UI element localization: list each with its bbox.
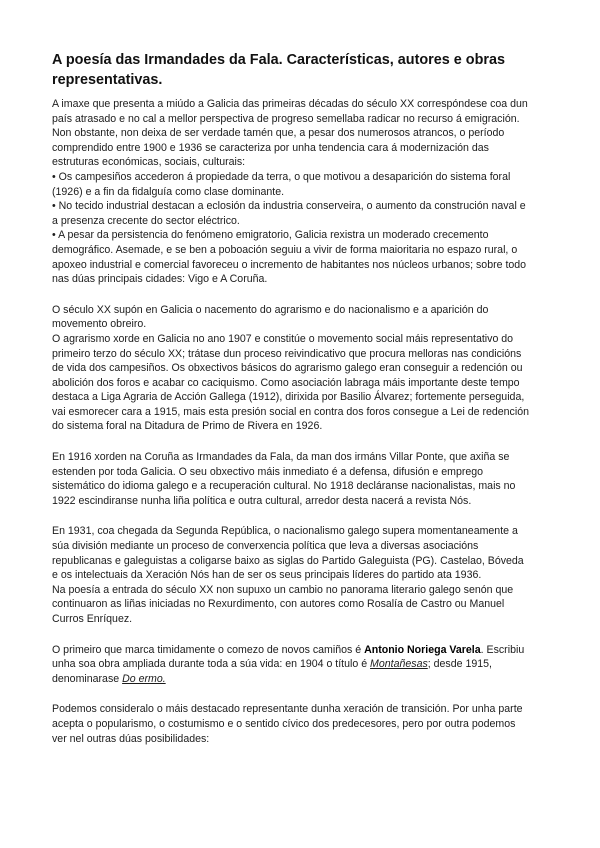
- bullet-line: • Os campesiños accederon á propiedade da terra, o que motivou a desaparición do sistema foral: [52, 170, 511, 183]
- text-line: demográfico. Asemade, e se ben a poboación seguiu a vivir de forma maioritaria no espazo rural, o: [52, 243, 518, 256]
- text-line: destaca a Liga Agraria de Acción Gallega (1912), dirixida por Basilio Álvarez; fortemente perseguida,: [52, 391, 525, 404]
- author-name: Antonio Noriega Varela: [364, 643, 481, 656]
- text-line: ver nel outras dúas posibilidades:: [52, 732, 210, 745]
- page-title: [52, 50, 552, 90]
- text-line: O século XX supón en Galicia o nacemento do agrarismo e do nacionalismo e a aparición do: [52, 303, 489, 316]
- text-line: Non obstante, non deixa de ser verdade tamén que, a pesar dos numerosos atrancos, o período: [52, 127, 505, 140]
- work-title-link-do-ermo[interactable]: Do ermo.: [122, 672, 166, 685]
- text-line: súa división mediante un proceso de converxencia política que leva a diversas asociacións: [52, 540, 479, 553]
- text-line: comprendido entre 1900 e 1936 se caracteriza por unha tendencia cara á modernización das: [52, 141, 489, 154]
- document-body: [52, 97, 557, 762]
- work-title-link-montanesas[interactable]: Montañesas: [370, 658, 428, 671]
- text-line: abolición dos foros e acabar co caciquismo. Como asociación labraga máis importante deste tempo: [52, 376, 520, 389]
- paragraph-transicion: [52, 702, 557, 746]
- text-line: e os intelectuais da Xeración Nós han de ser os seus principais líderes do partido ata 1936.: [52, 569, 482, 582]
- paragraph-intro: [52, 97, 557, 287]
- text-line: A imaxe que presenta a miúdo a Galicia das primeiras décadas do século XX correspóndese coa dun: [52, 98, 528, 110]
- text-line: acepta o popularismo, o costumismo e o sentido cívico dos predecesores, pero por outra podemos: [52, 717, 516, 730]
- text-segment: denominarase: [52, 672, 123, 685]
- text-segment: . Escribiu: [480, 643, 525, 656]
- title-line: representativas.: [52, 72, 163, 88]
- text-line: Podemos consideralo o máis destacado representante dunha xeración de transición. Por unha parte: [52, 703, 523, 716]
- text-line: de vida dos campesiños. Os obxectivos básicos do agrarismo galego eran conseguir a redención ou: [52, 362, 523, 375]
- paragraph-irmandades: [52, 450, 557, 508]
- text-line: sistemático do idioma galego e a recuperación cultural. No 1918 decláranse nacionalistas, mais no: [52, 480, 516, 493]
- text-line: En 1916 xorden na Coruña as Irmandades da Fala, da man dos irmáns Villar Ponte, que axiña se: [52, 451, 510, 464]
- text-line: país atrasado e no cal a mellor perspectiva de progreso semellaba radicar no recurso á emigración.: [52, 112, 520, 125]
- text-line: republicanas e galeguistas a coligarse baixo as siglas do Partido Galeguista (PG). Castelao, Bóveda: [52, 554, 524, 567]
- text-line: 1922 escindiranse nunha liña política e outra cultural, arredor desta nacerá a revista Nós.: [52, 494, 472, 507]
- paragraph-republica: [52, 524, 557, 626]
- text-segment: ; desde 1915,: [427, 658, 492, 671]
- text-line: primeiro terzo do século XX; trátase dun proceso reivindicativo que procura melloras nas condicións: [52, 347, 522, 360]
- paragraph-noriega: [52, 643, 557, 687]
- bullet-line: • No tecido industrial destacan a eclosión da industria conserveira, o aumento da construción naval e: [52, 200, 526, 213]
- text-line: (1926) e a fin da fidalguía como clase dominante.: [52, 185, 285, 198]
- text-line: En 1931, coa chegada da Segunda República, o nacionalismo galego supera momentaneamente a: [52, 525, 518, 538]
- text-line: nas dúas principais cidades: Vigo e A Coruña.: [52, 273, 268, 286]
- bullet-line: • A pesar da persistencia do fenómeno emigratorio, Galicia rexistra un moderado crecemento: [52, 229, 489, 242]
- title-line: A poesía das Irmandades da Fala. Características, autores e obras: [52, 52, 505, 68]
- text-line: a presenza crecente do sector eléctrico.: [52, 214, 240, 227]
- text-line: [52, 657, 557, 672]
- paragraph-agrarismo: [52, 303, 557, 434]
- text-line: estruturas económicas, sociais, culturais:: [52, 156, 246, 169]
- text-line: [52, 672, 557, 687]
- text-segment: unha soa obra ampliada durante toda a súa vida: en 1904 o título é: [52, 658, 371, 671]
- text-line: [52, 643, 557, 658]
- text-line: O agrarismo xorde en Galicia no ano 1907 e constitúe o movemento social máis representativo do: [52, 332, 514, 345]
- text-line: do sistema foral na Ditadura de Primo de Rivera en 1926.: [52, 420, 323, 433]
- text-line: continuaron as liñas iniciadas no Rexurdimento, con autores como Rosalía de Castro ou Manuel: [52, 598, 505, 611]
- text-line: Na poesía a entrada do século XX non supuxo un cambio no panorama literario galego senón que: [52, 583, 514, 596]
- text-line: vai esmorecer cara a 1915, mais esta presión social en contra dos foros consegue a Lei de redención: [52, 405, 529, 418]
- text-line: estenden por toda Galicia. O seu obxectivo máis inmediato é a defensa, difusión e emprego: [52, 465, 484, 478]
- text-line: Curros Enríquez.: [52, 613, 133, 625]
- text-segment: O primeiro que marca timidamente o comezo de novos camiños é: [52, 643, 365, 656]
- text-line: movemento obreiro.: [52, 318, 147, 331]
- text-line: apoxeo industrial e comercial favoreceu o incremento de habitantes nos núcleos urbanos; sobre todo: [52, 258, 527, 271]
